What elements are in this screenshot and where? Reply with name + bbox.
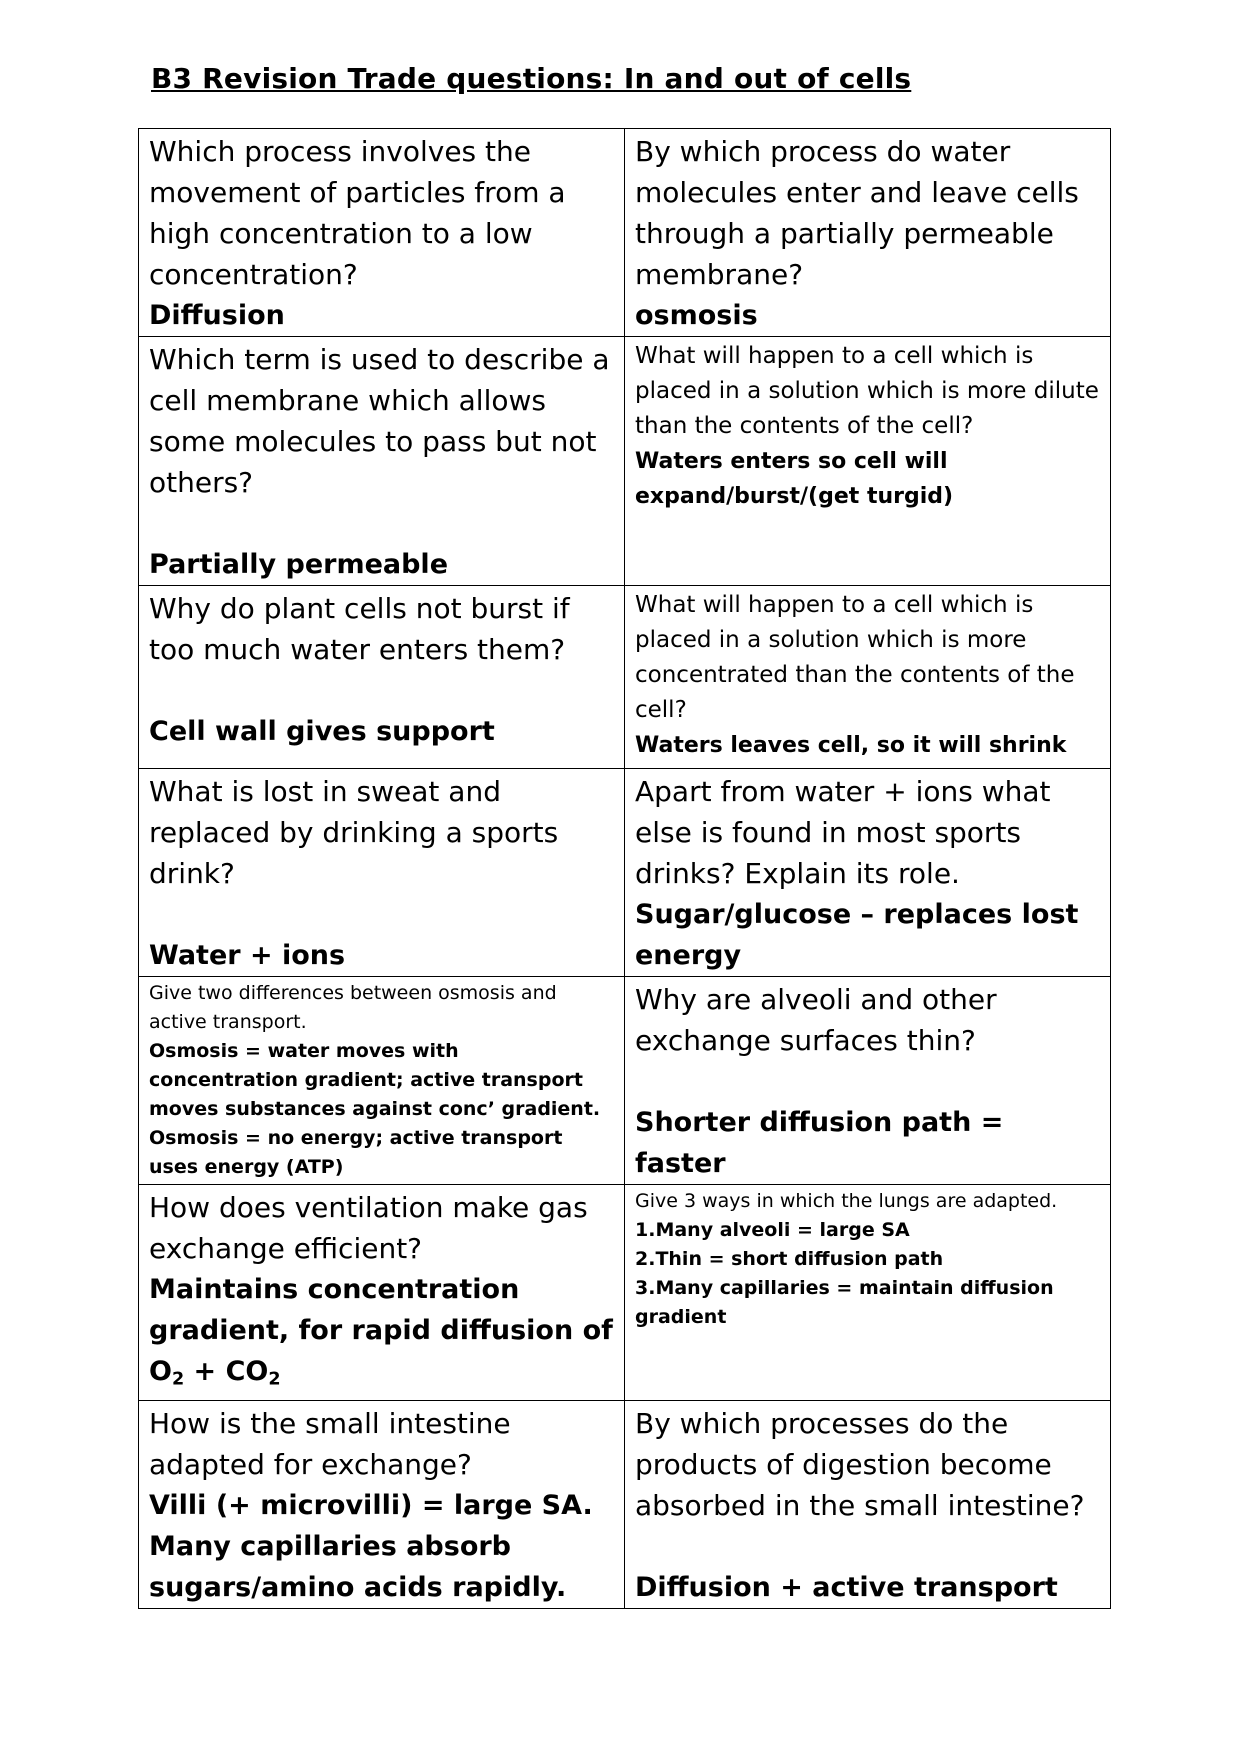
answer-text: Waters enters so cell will expand/burst/(get turgid) [635, 449, 956, 509]
answer-text: Villi (+ microvilli) = large SA. [149, 1490, 593, 1522]
question-text: What will happen to a cell which is placed in a solution which is more concentrated than the contents of the cell? [635, 592, 1082, 723]
answer-text: Diffusion [149, 300, 285, 331]
question-card [625, 129, 1111, 337]
answer-point: 3.Many capillaries = maintain diffusion gradient [635, 1277, 1061, 1328]
table-row [139, 129, 1111, 337]
page-title: B3 Revision Trade questions: In and out of cells [151, 62, 912, 95]
question-card [625, 337, 1111, 586]
question-card [139, 769, 625, 977]
question-card [625, 977, 1111, 1185]
question-text: By which processes do the products of digestion become absorbed in the small intestine? [635, 1407, 1085, 1523]
answer-point: 1.Many alveoli = large SA [635, 1219, 910, 1241]
question-card [625, 586, 1111, 769]
answer-text: Many capillaries absorb sugars/amino acids rapidly. [149, 1531, 567, 1604]
answer-text: Shorter diffusion path = faster [635, 1107, 1013, 1179]
answer-text: Maintains concentration gradient, for rapid diffusion of $O_2 + CO_2$ [149, 1274, 623, 1390]
question-text: Give two differences between osmosis and active transport. [149, 982, 563, 1033]
table-row [139, 586, 1111, 769]
question-card [625, 1401, 1111, 1609]
question-text: Why do plant cells not burst if too much water enters them? [149, 592, 579, 666]
question-card [139, 1401, 625, 1609]
answer-text: Osmosis = water moves with concentration gradient; active transport moves substances against conc’ gradient. [149, 1040, 601, 1120]
question-text: What will happen to a cell which is placed in a solution which is more dilute than the contents of the cell? [635, 343, 1107, 439]
question-card [139, 337, 625, 586]
question-text: Give 3 ways in which the lungs are adapted. [635, 1190, 1058, 1212]
question-text: How does ventilation make gas exchange efficient? [149, 1191, 597, 1265]
question-card [625, 769, 1111, 977]
question-text: How is the small intestine adapted for exchange? [149, 1407, 520, 1482]
table-row [139, 1401, 1111, 1609]
question-card [625, 1185, 1111, 1401]
answer-text: Cell wall gives support [149, 716, 495, 747]
answer-text-main: Maintains concentration gradient, for rapid diffusion of [149, 1274, 623, 1346]
question-text: Which process involves the movement of particles from a high concentration to a low concentration? [149, 135, 575, 291]
question-text: Which term is used to describe a cell membrane which allows some molecules to pass but not others? [149, 343, 619, 499]
answer-text: osmosis [635, 300, 758, 331]
question-text: By which process do water molecules enter and leave cells through a partially permeable membrane? [635, 135, 1088, 291]
question-card [139, 586, 625, 769]
answer-text: Sugar/glucose – replaces lost energy [635, 899, 1088, 971]
question-card [139, 1185, 625, 1401]
carbon-dioxide-formula: $CO_2$ [225, 1356, 281, 1390]
answer-text: Water + ions [149, 940, 346, 971]
table-row [139, 1185, 1111, 1401]
answer-point: 2.Thin = short diffusion path [635, 1248, 944, 1270]
question-text: Why are alveoli and other exchange surfaces thin? [635, 983, 1006, 1057]
answer-text: Diffusion + active transport [635, 1572, 1058, 1604]
table-row [139, 769, 1111, 977]
table-row [139, 337, 1111, 586]
oxygen-formula: $O_2$ [149, 1356, 185, 1390]
table-row [139, 977, 1111, 1185]
question-text: What is lost in sweat and replaced by drinking a sports drink? [149, 775, 568, 890]
question-card [139, 129, 625, 337]
answer-text: Partially permeable [149, 549, 449, 580]
question-card [139, 977, 625, 1185]
answer-text: Waters leaves cell, so it will shrink [635, 733, 1067, 758]
question-text: Apart from water + ions what else is found in most sports drinks? Explain its role. [635, 775, 1060, 890]
question-table [138, 128, 1111, 1609]
answer-text: Osmosis = no energy; active transport uses energy (ATP) [149, 1127, 570, 1178]
